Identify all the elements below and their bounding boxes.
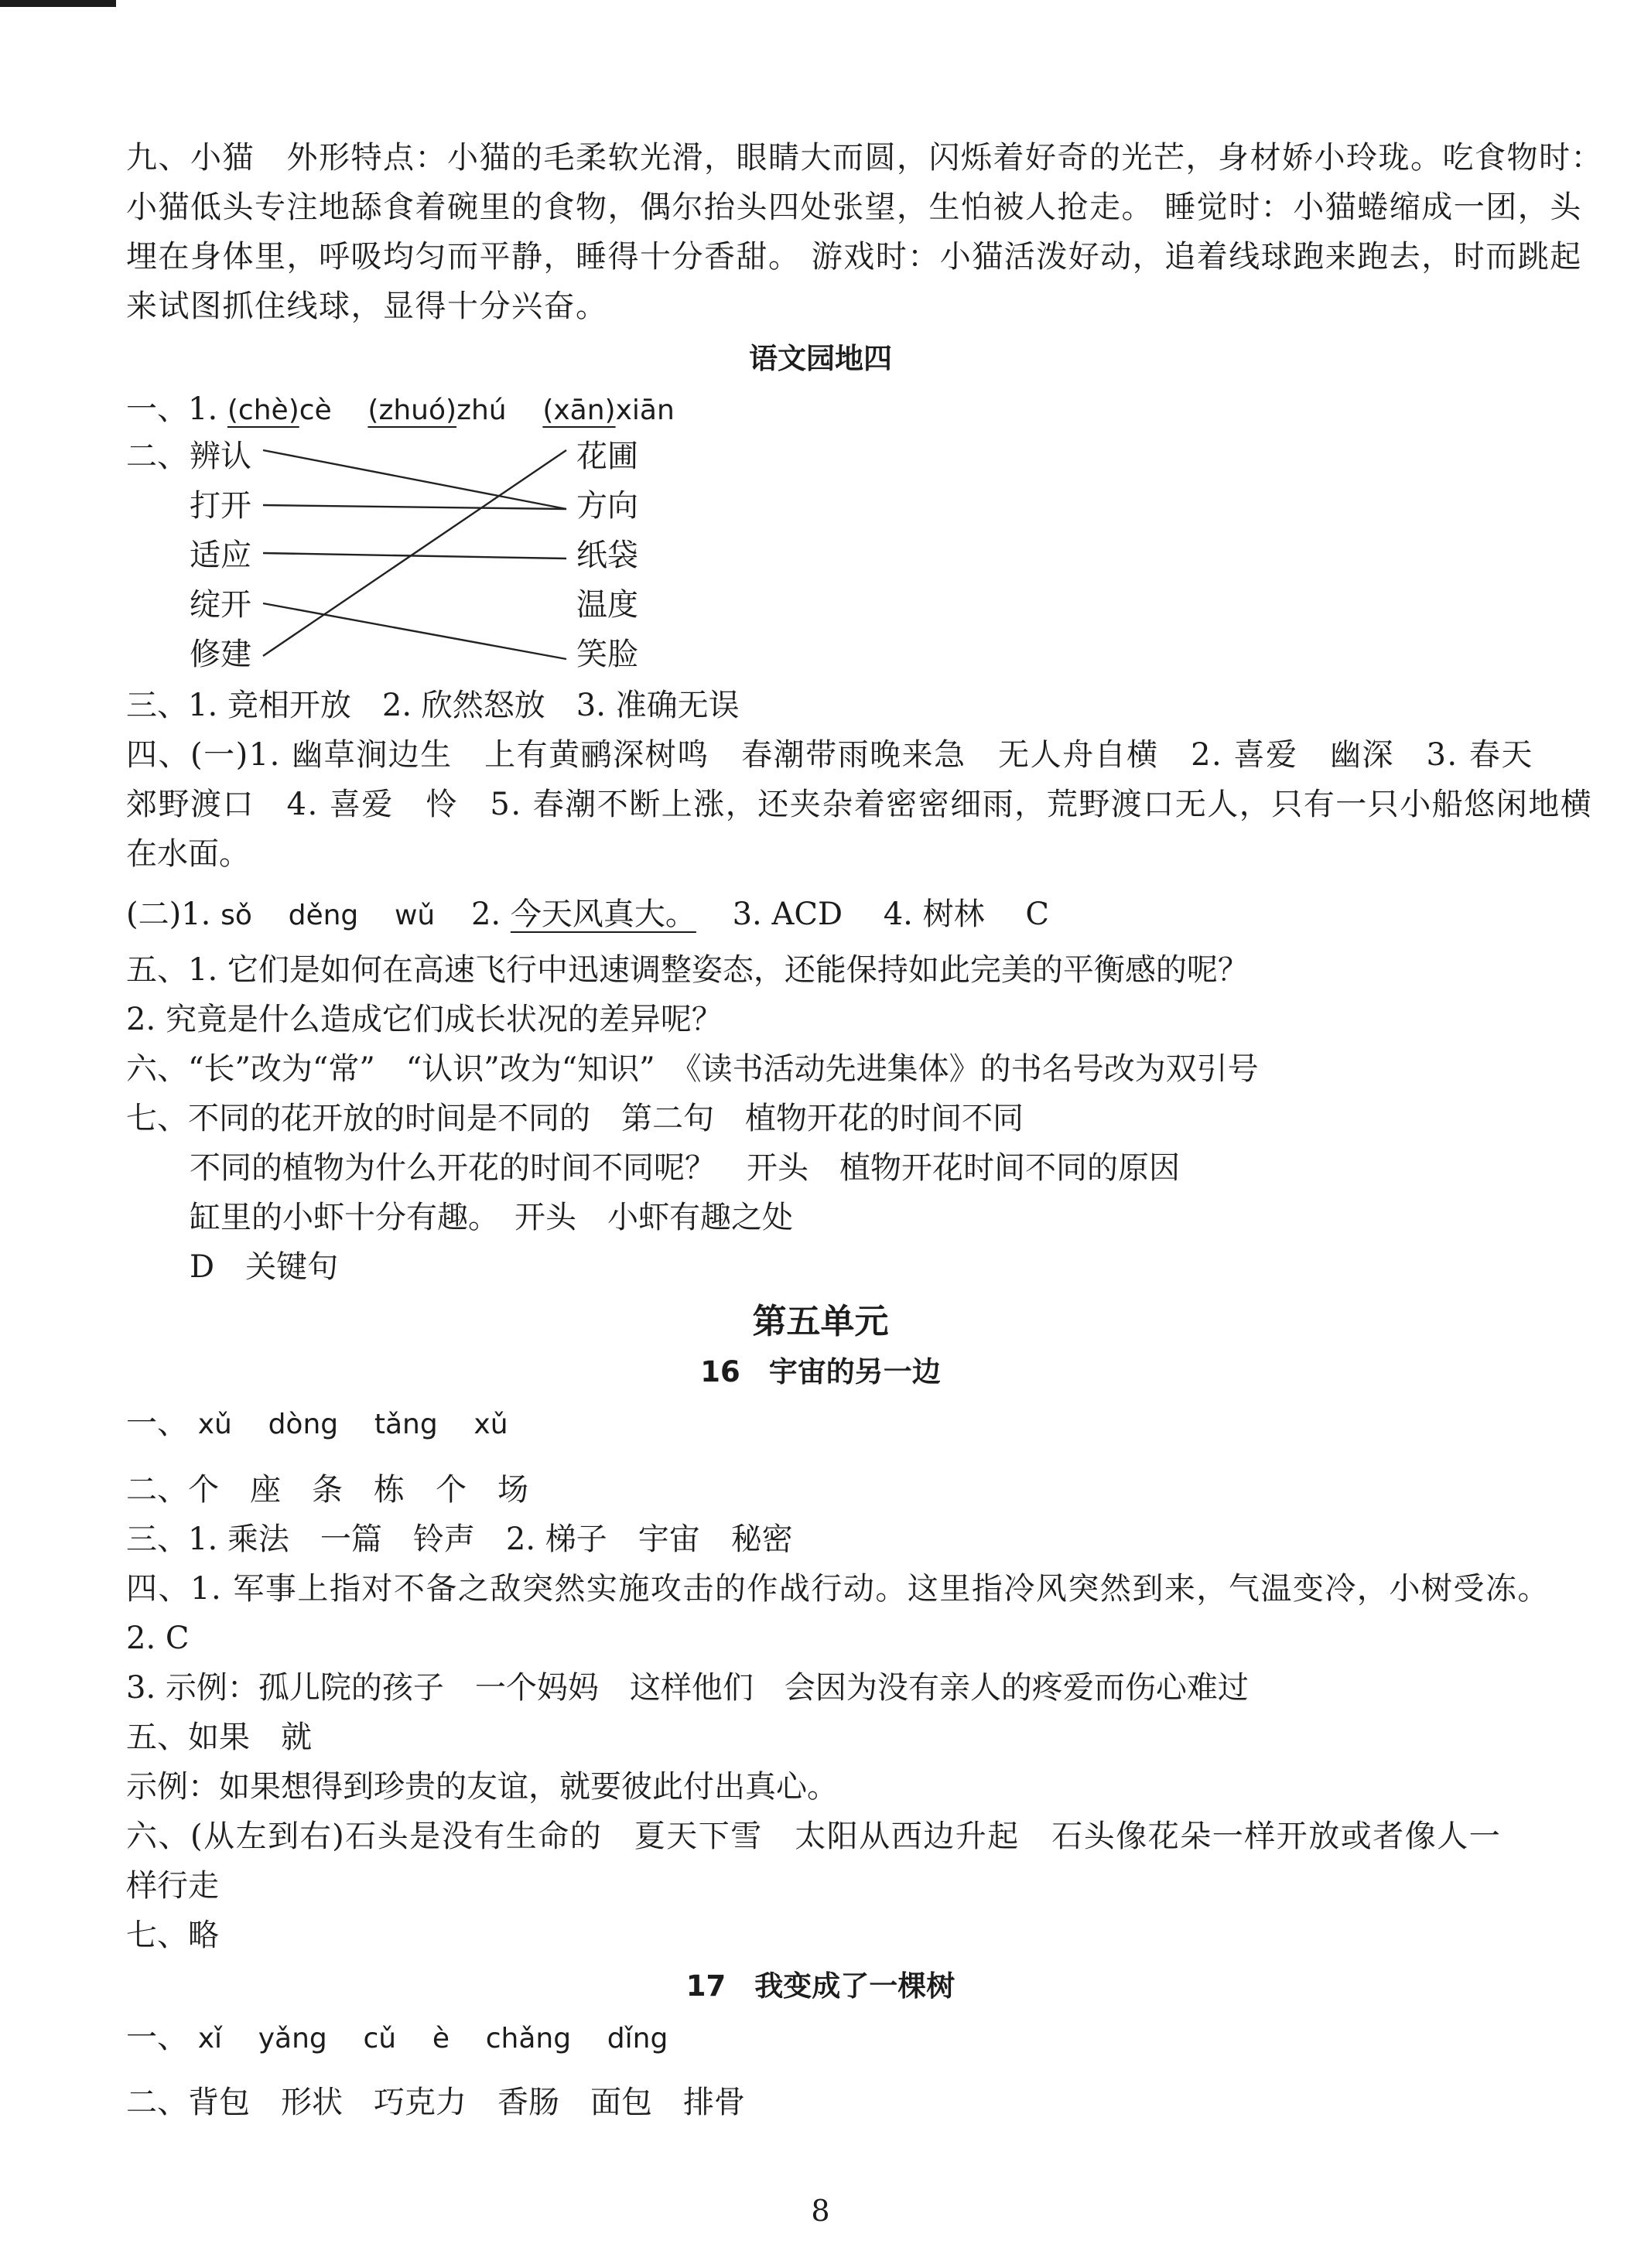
match-left-item: 辨认 xyxy=(190,439,251,474)
pinyin: xǔ xyxy=(197,1409,232,1440)
item-number: 一、 xyxy=(126,1406,188,1441)
pinyin: wǔ xyxy=(394,900,436,931)
item-number: 一、 xyxy=(126,2020,188,2055)
answer-line: 六、(从左到右)石头是没有生命的 夏天下雪 太阳从西边升起 石头像花朵一样开放或者像人一 xyxy=(126,1819,1502,1854)
answer-line: 四、1. 军事上指对不备之敌突然实施攻击的作战行动。这里指冷风突然到来，气温变冷，小树受冻。 xyxy=(126,1571,1550,1607)
pinyin: è xyxy=(432,2023,450,2055)
match-left-item: 绽开 xyxy=(190,587,251,623)
answer-line: 示例：如果想得到珍贵的友谊，就要彼此付出真心。 xyxy=(126,1769,838,1805)
match-right-item: 花圃 xyxy=(576,439,638,474)
pinyin: xǔ xyxy=(473,1409,508,1440)
pinyin: xǐ xyxy=(197,2023,223,2055)
pinyin: dòng xyxy=(268,1409,339,1440)
answer-line-pinyin xyxy=(126,890,1049,939)
answer-line: 2. C xyxy=(126,1621,190,1656)
answer-line: 2. 究竟是什么造成它们成长状况的差异呢？ xyxy=(126,1002,723,1037)
underlined-answer: 今天风真大。 xyxy=(510,897,696,932)
matching-lines xyxy=(0,0,1641,696)
section-title: 语文园地四 xyxy=(749,342,892,375)
answer-line: 五、1. 它们是如何在高速飞行中迅速调整姿态，还能保持如此完美的平衡感的呢？ xyxy=(126,952,1249,988)
answer-line: 不同的植物为什么开花的时间不同呢？ 开头 植物开花时间不同的原因 xyxy=(190,1150,1180,1186)
pinyin: chǎng xyxy=(485,2023,572,2055)
answer-text: 3. ACD 4. 树林 C xyxy=(732,897,1049,932)
unit-title: 第五单元 xyxy=(752,1302,889,1341)
pinyin-right: zhú xyxy=(456,395,507,426)
match-right-item: 方向 xyxy=(576,488,638,524)
lesson-title: 16 宇宙的另一边 xyxy=(700,1355,941,1388)
answer-line: 缸里的小虾十分有趣。 开头 小虾有趣之处 xyxy=(190,1200,793,1235)
answer-line: 四、(一)1. 幽草涧边生 上有黄鹂深树鸣 春潮带雨晚来急 无人舟自横 2. 喜爱 幽深 3. 春天 xyxy=(126,737,1533,773)
pinyin: cǔ xyxy=(363,2023,397,2055)
lesson-title: 17 我变成了一棵树 xyxy=(685,1969,956,2003)
pinyin: tǎng xyxy=(374,1409,438,1440)
pinyin-wrong: (xān) xyxy=(542,395,616,426)
pinyin: děng xyxy=(288,900,359,931)
match-right-item: 温度 xyxy=(576,587,638,623)
answer-line: 七、略 xyxy=(126,1918,219,1953)
item-number: 一、1. xyxy=(126,391,218,427)
pinyin-wrong: (zhuó) xyxy=(368,395,457,426)
match-right-item: 笑脸 xyxy=(576,637,638,672)
pinyin: sǒ xyxy=(221,900,252,931)
page-number: 8 xyxy=(811,2194,830,2228)
pinyin-answer-line xyxy=(126,2013,668,2062)
pinyin-right: cè xyxy=(299,395,332,426)
pinyin-right: xiān xyxy=(615,395,675,426)
match-left-item: 修建 xyxy=(190,637,251,672)
answer-line: 郊野渡口 4. 喜爱 怜 5. 春潮不断上涨，还夹杂着密密细雨，荒野渡口无人，只有一只小船悠闲地横 xyxy=(126,787,1593,822)
match-right-item: 纸袋 xyxy=(576,538,638,573)
match-left-item: 适应 xyxy=(190,538,251,573)
answer-line: 在水面。 xyxy=(126,836,250,872)
pinyin-answer-line xyxy=(126,1399,508,1448)
answer-line: 五、如果 就 xyxy=(126,1720,312,1755)
paragraph-line: 小猫低头专注地舔食着碗里的食物，偶尔抬头四处张望，生怕被人抢走。 睡觉时：小猫蜷缩成一团，头 xyxy=(126,190,1582,225)
answer-line: D 关键句 xyxy=(190,1249,339,1285)
answer-line: 三、1. 乘法 一篇 铃声 2. 梯子 宇宙 秘密 xyxy=(126,1522,793,1557)
paragraph-line: 埋在身体里，呼吸均匀而平静，睡得十分香甜。 游戏时：小猫活泼好动，追着线球跑来跑去，时而跳起 xyxy=(126,239,1582,275)
paragraph-line: 九、小猫 外形特点：小猫的毛柔软光滑，眼睛大而圆，闪烁着好奇的光芒，身材娇小玲珑。吃食物时： xyxy=(126,140,1603,176)
pinyin-wrong: (chè) xyxy=(227,395,299,426)
item-number: (二)1. xyxy=(126,897,211,932)
answer-line: 三、1. 竞相开放 2. 欣然怒放 3. 准确无误 xyxy=(126,688,740,723)
match-left-item: 打开 xyxy=(190,488,251,524)
answer-line: 六、“长”改为“常” “认识”改为“知识” 《读书活动先进集体》的书名号改为双引号 xyxy=(126,1051,1259,1087)
answer-line: 二、个 座 条 栋 个 场 xyxy=(126,1472,528,1508)
answer-line: 样行走 xyxy=(126,1868,219,1904)
answer-line: 3. 示例：孤儿院的孩子 一个妈妈 这样他们 会因为没有亲人的疼爱而伤心难过 xyxy=(126,1670,1249,1706)
pinyin: dǐng xyxy=(607,2023,668,2055)
pinyin: yǎng xyxy=(258,2023,327,2055)
answer-line: 七、不同的花开放的时间是不同的 第二句 植物开花的时间不同 xyxy=(126,1101,1024,1136)
matching-head: 二、 xyxy=(126,439,188,474)
item-number: 2. xyxy=(470,897,501,932)
paragraph-line: 来试图抓住线球，显得十分兴奋。 xyxy=(126,289,608,324)
answer-line: 二、背包 形状 巧克力 香肠 面包 排骨 xyxy=(126,2085,745,2120)
